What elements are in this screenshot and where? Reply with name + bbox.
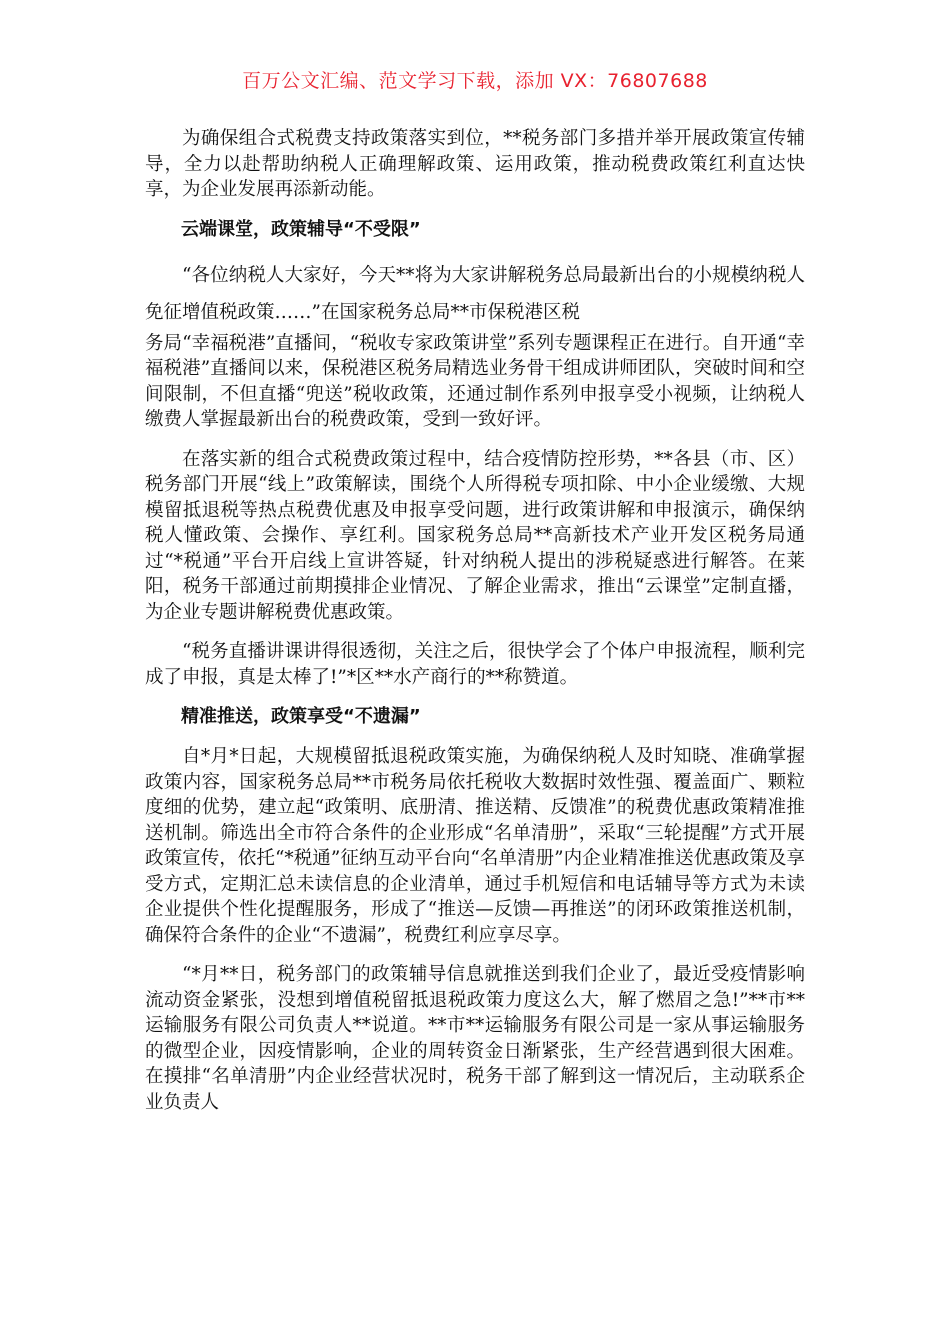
paragraph-livestream-quote: “各位纳税人大家好，今天**将为大家讲解税务总局最新出台的小规模纳税人免征增值税政策……”在国家税务总局**市保税港区税 (145, 264, 805, 323)
section-heading-cloud-classroom: 云端课堂，政策辅导“不受限” (181, 218, 421, 240)
paragraph-push-mechanism: 自*月*日起，大规模留抵退税政策实施，为确保纳税人及时知晓、准确掌握政策内容，国家税务总局**市税务局依托税收大数据时效性强、覆盖面广、颗粒度细的优势，建立起“政策明、底册清、推送精、反馈准”的税费优惠政策精准推送机制。筛选出全市符合条件的企业形成“名单清册”，采取“三轮提醒”方式开展政策宣传，依托“*税通”征纳互动平台向“名单清册”内企业精准推送优惠政策及享受方式，定期汇总未读信息的企业清单，通过手机短信和电话辅导等方式为未读企业提供个性化提醒服务，形成了“推送—反馈—再推送”的闭环政策推送机制，确保符合条件的企业“不遗漏”，税费红利应享尽享。 (145, 746, 805, 946)
paragraph-livestream-detail: 务局“幸福税港”直播间，“税收专家政策讲堂”系列专题课程正在进行。自开通“幸福税港”直播间以来，保税港区税务局精选业务骨干组成讲师团队，突破时间和空间限制，不但直播“兜送”税收政策，还通过制作系列申报享受小视频，让纳税人缴费人掌握最新出台的税费政策，受到一致好评。 (145, 332, 805, 430)
paragraph-intro: 为确保组合式税费支持政策落实到位，**税务部门多措并举开展政策宣传辅导，全力以赴帮助纳税人正确理解政策、运用政策，推动税费政策红利直达快享，为企业发展再添新动能。 (145, 128, 805, 200)
document-body (145, 126, 805, 1129)
section-heading-precise-push: 精准推送，政策享受“不遗漏” (181, 706, 421, 727)
paragraph-online-interpretation: 在落实新的组合式税费政策过程中，结合疫情防控形势，**各县（市、区）税务部门开展“线上”政策解读，围绕个人所得税专项扣除、中小企业缓缴、大规模留抵退税等热点税费优惠及申报享受问题，进行政策讲解和申报演示，确保纳税人懂政策、会操作、享红利。国家税务总局**高新技术产业开发区税务局通过“*税通”平台开启线上宣讲答疑，针对纳税人提出的涉税疑惑进行解答。在莱阳，税务干部通过前期摸排企业情况、了解企业需求，推出“云课堂”定制直播，为企业专题讲解税费优惠政策。 (145, 448, 805, 623)
promo-header: 百万公文汇编、范文学习下载，添加 VX：76807688 (242, 70, 708, 92)
paragraph-taxpayer-praise: “税务直播讲课讲得很透彻，关注之后，很快学会了个体户申报流程，顺利完成了申报，真是太棒了!”*区**水产商行的**称赞道。 (145, 641, 805, 688)
paragraph-enterprise-case: “*月**日，税务部门的政策辅导信息就推送到我们企业了，最近受疫情影响流动资金紧张，没想到增值税留抵退税政策力度这么大，解了燃眉之急!”**市**运输服务有限公司负责人**说道。**市**运输服务有限公司是一家从事运输服务的微型企业，因疫情影响，企业的周转资金日渐紧张，生产经营遇到很大困难。在摸排“名单清册”内企业经营状况时，税务干部了解到这一情况后，主动联系企业负责人 (145, 964, 805, 1113)
